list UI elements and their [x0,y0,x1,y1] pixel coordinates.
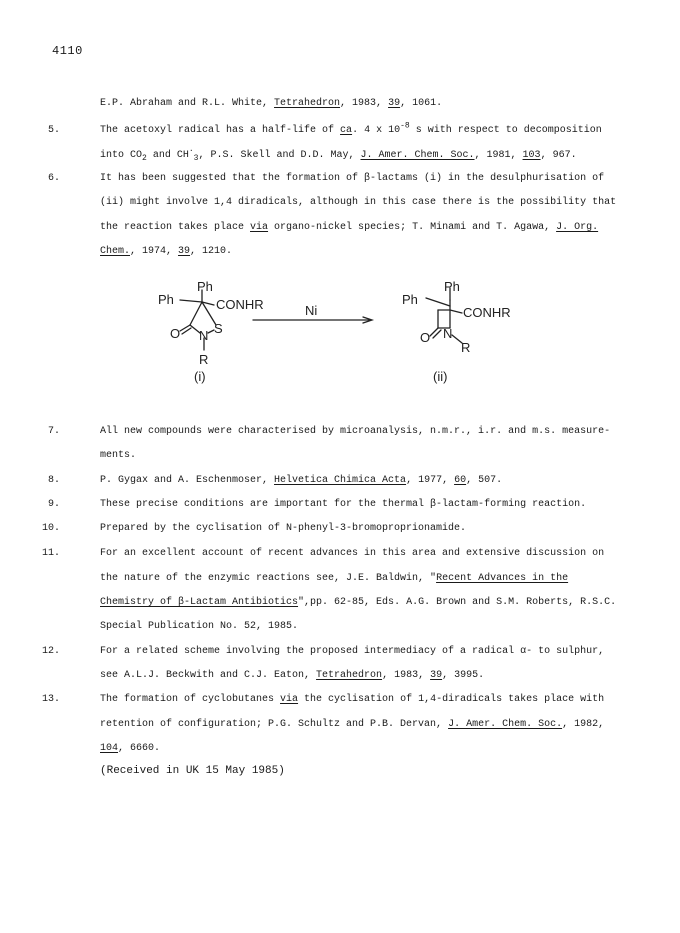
page-number: 4110 [52,44,83,58]
ref6-line3: the reaction takes place via organo-nickel species; T. Minami and T. Agawa, J. Org. [100,222,599,233]
journal-title: Helvetica Chimica Acta [274,475,407,486]
journal-title: J. Org. [556,222,599,233]
journal-title: J. Amer. Chem. Soc. [360,150,475,161]
reagent-label: Ni [305,303,318,318]
ref-number-13: 13. [41,694,60,705]
volume: 104 [100,743,119,754]
atom-label: O [170,326,181,341]
atom-label: Ph [158,292,174,307]
ref7-line1: All new compounds were characterised by microanalysis, n.m.r., i.r. and m.s. measure- [100,426,611,437]
volume: 39 [388,98,401,109]
conhr-bond [450,310,462,313]
substituent-label: CONHR [216,297,264,312]
ref-number-7: 7. [47,426,60,437]
atom-label: O [420,330,431,345]
ref9-line1: These precise conditions are important for the thermal β-lactam-forming reaction. [100,499,587,510]
volume: 39 [178,246,191,257]
ref6-line1: It has been suggested that the formation of β-lactams (i) in the desulphurisation of [100,173,605,184]
ref-number-9: 9. [47,499,60,510]
atom-label: R [461,340,471,355]
ref12-line2: see A.L.J. Beckwith and C.J. Eaton, Tetrahedron, 1983, 39, 3995. [100,670,485,681]
ref11-line1: For an excellent account of recent advances in this area and extensive discussion on [100,548,605,559]
ring-bond [190,302,202,325]
volume: 39 [430,670,443,681]
ref10-line1: Prepared by the cyclisation of N-phenyl-3-bromoproprionamide. [100,523,467,534]
ref11-line3: Chemistry of β-Lactam Antibiotics",pp. 62-85, Eds. A.G. Brown and S.M. Roberts, R.S.C. [100,597,617,608]
ref12-line1: For a related scheme involving the proposed intermediacy of a radical α- to sulphur, [100,646,605,657]
book-title: Recent Advances in the [436,573,569,584]
ref5-line2: into $CO_2$ and $CH^\cdot_3$, P.S. Skell and D.D. May, J. Amer. Chem. Soc., 1981, 103, 967. [100,146,577,163]
substituent-label: CONHR [463,305,511,320]
journal-title: Tetrahedron [274,98,341,109]
volume: 60 [454,475,467,486]
atom-label: Ph [197,280,213,294]
journal-title: J. Amer. Chem. Soc. [448,719,563,730]
ref5-line1: The acetoxyl radical has a half-life of ca. 4 x $10^{-8}$ s with respect to decomposition [100,121,602,136]
atom-label: R [199,352,209,367]
atom-label: N [199,328,209,343]
phenyl-bond [426,298,450,306]
ref-number-6: 6. [47,173,60,184]
journal-title: Tetrahedron [316,670,383,681]
ref6-line2: (ii) might involve 1,4 diradicals, although in this case there is the possibility that [100,197,617,208]
ref11-line4: Special Publication No. 52, 1985. [100,621,299,632]
ref6-line4: Chem., 1974, 39, 1210. [100,246,233,257]
atom-label: Ph [444,280,460,294]
phenyl-bond [180,300,202,302]
atom-label: N [443,326,453,341]
ref-number-12: 12. [41,646,60,657]
compound-label: (ii) [433,369,448,384]
ref13-line3: 104, 6660. [100,743,161,754]
ref4-continuation: E.P. Abraham and R.L. White, Tetrahedron, 1983, 39, 1061. [100,98,443,109]
compound-label: (i) [194,369,206,384]
ref-number-10: 10. [41,523,60,534]
ref-number-8: 8. [47,475,60,486]
atom-label: S [214,321,223,336]
ref-number-5: 5. [47,125,60,136]
atom-label: Ph [402,292,418,307]
ref13-line2: retention of configuration; P.G. Schultz and P.B. Dervan, J. Amer. Chem. Soc., 1982, [100,719,605,730]
book-title: Chemistry of β-Lactam Antibiotics [100,597,299,608]
ref13-line1: The formation of cyclobutanes via the cyclisation of 1,4-diradicals takes place with [100,694,605,705]
ref11-line2: the nature of the enzymic reactions see, J.E. Baldwin, "Recent Advances in the [100,573,569,584]
ref7-line2: ments. [100,450,137,461]
ref8-line1: P. Gygax and A. Eschenmoser, Helvetica Chimica Acta, 1977, 60, 507. [100,475,503,486]
received-date: (Received in UK 15 May 1985) [100,765,285,777]
journal-title: Chem. [100,246,131,257]
ref-number-11: 11. [41,548,60,559]
volume: 103 [522,150,541,161]
reaction-scheme [150,280,530,390]
